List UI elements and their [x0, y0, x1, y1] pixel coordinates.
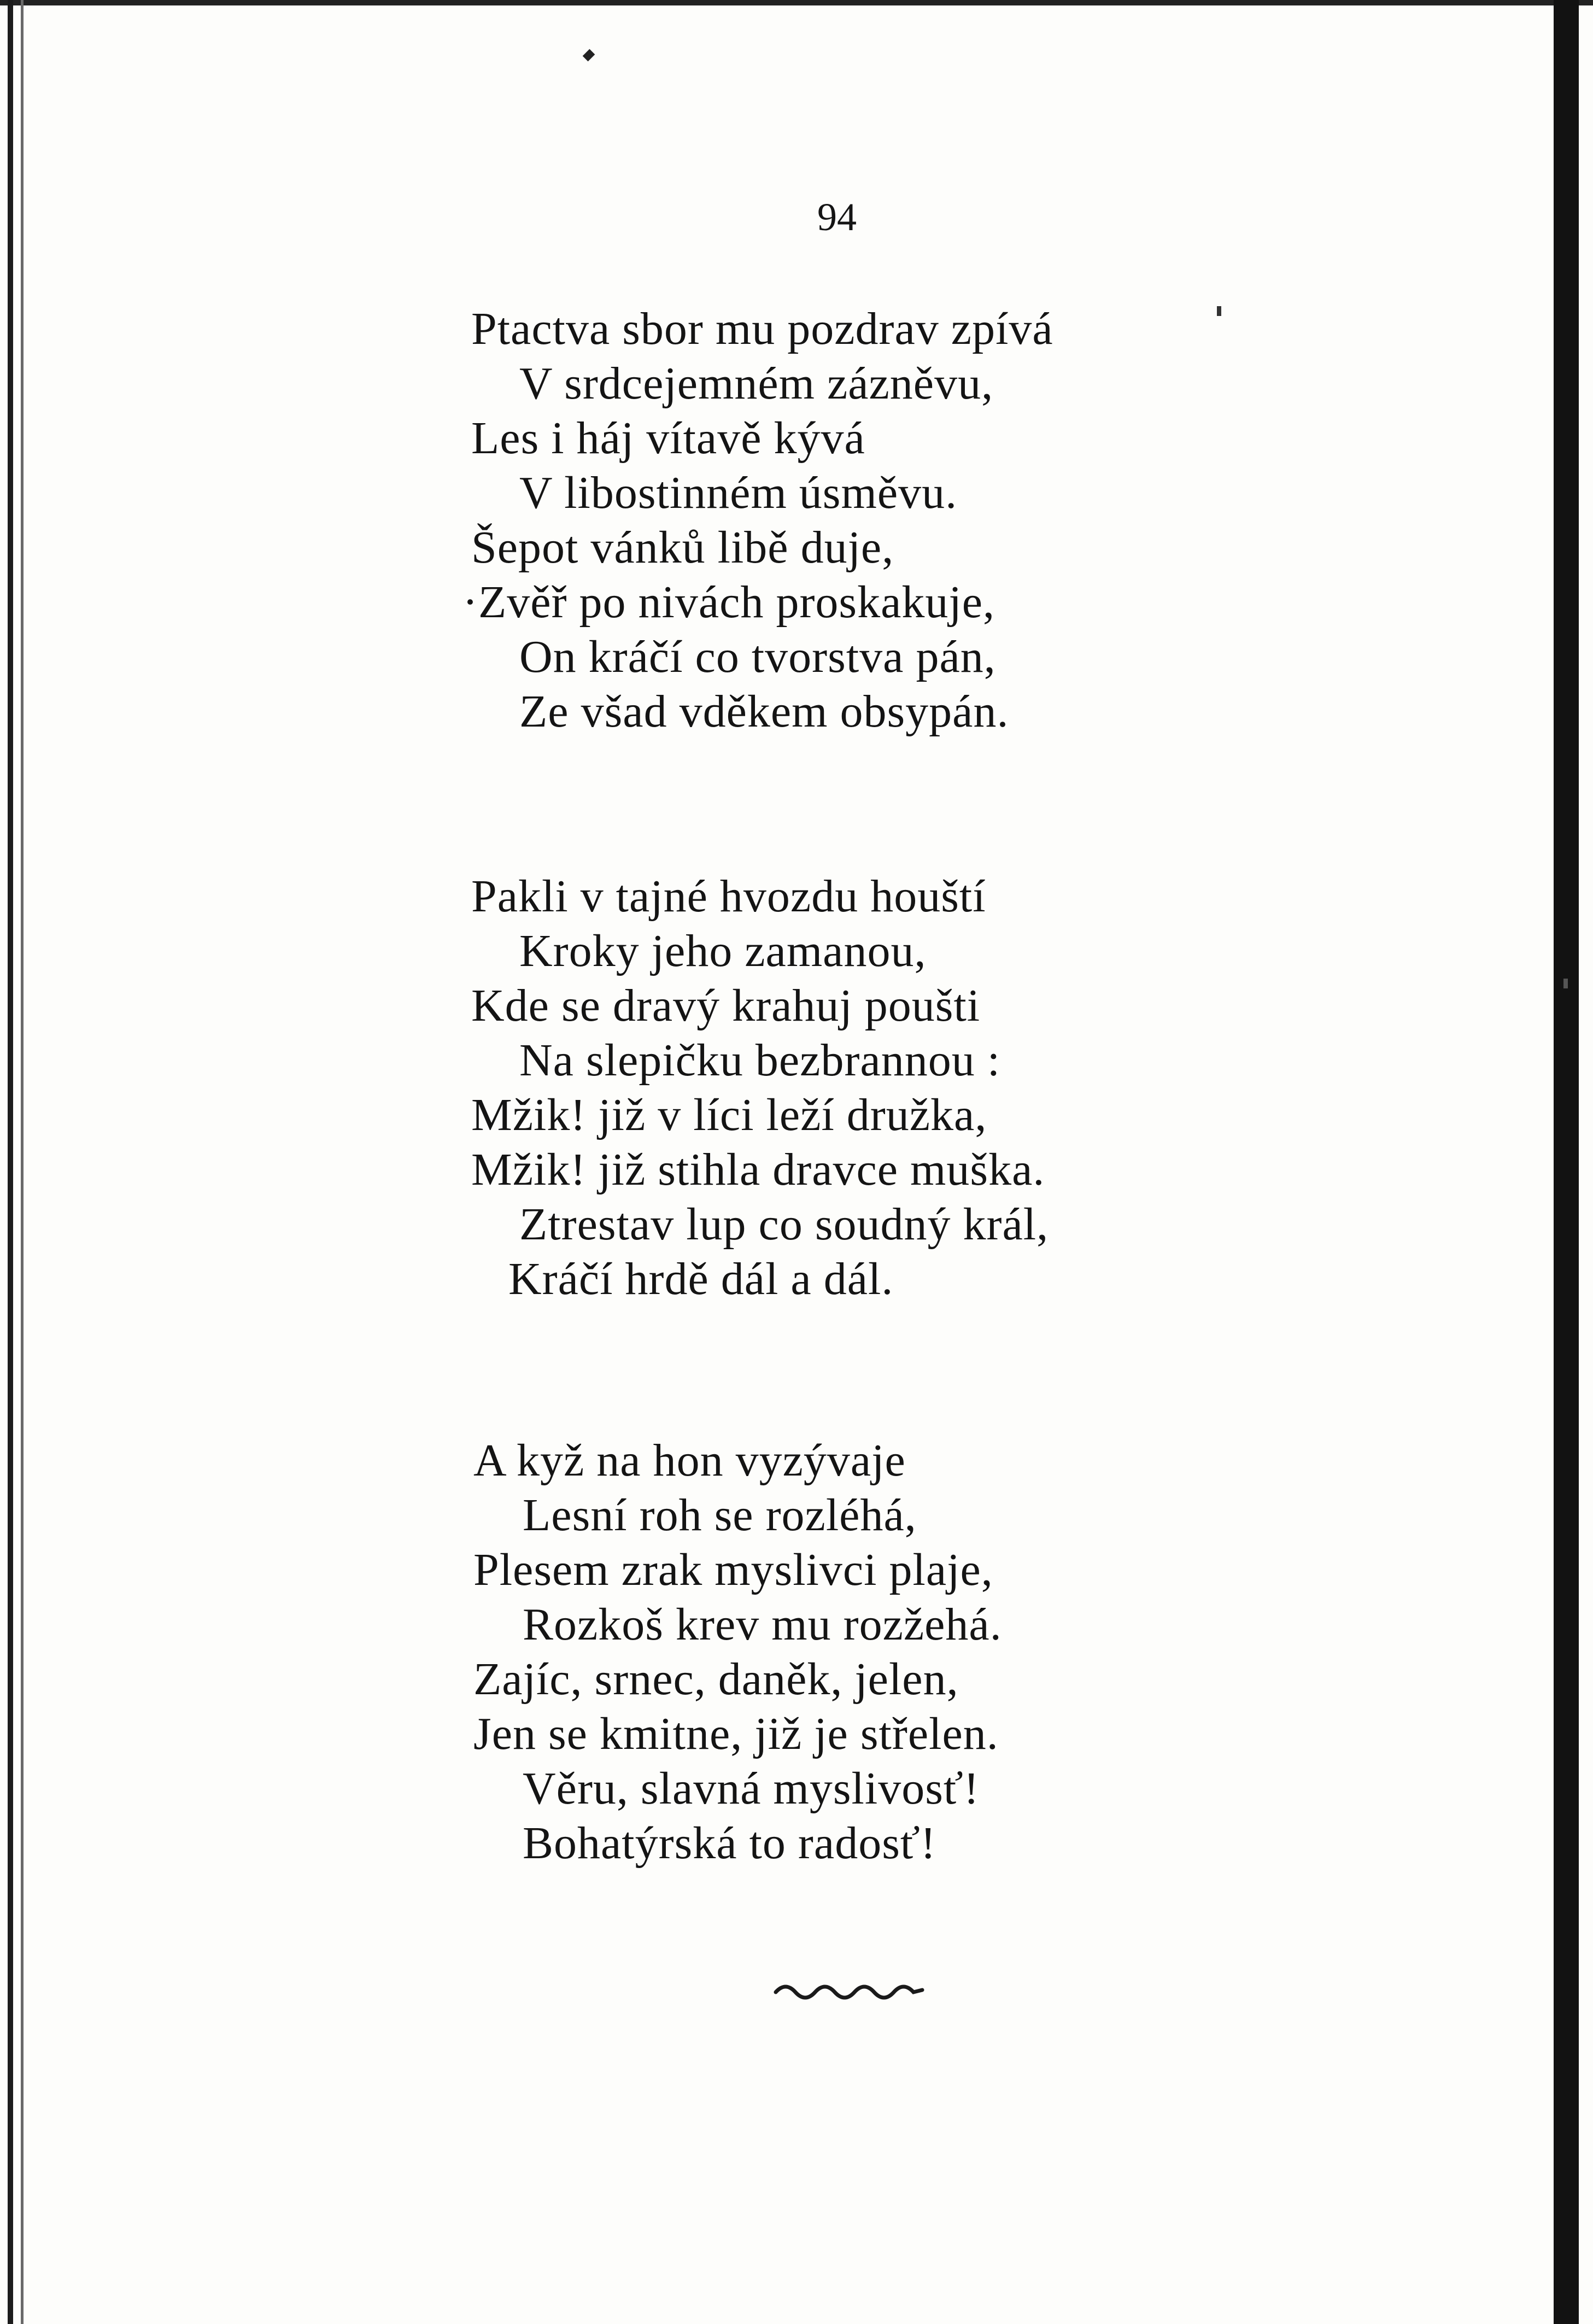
scan-speck [1563, 979, 1568, 988]
poem-line: Plesem zrak myslivci plaje, [473, 1544, 993, 1595]
poem-line: A kyž na hon vyzývaje [473, 1435, 906, 1486]
wave-ornament-icon [774, 1974, 927, 2006]
poem-line: Jen se kmitne, již je střelen. [473, 1708, 999, 1759]
poem-line: Věru, slavná myslivosť! [523, 1763, 980, 1814]
poem-line: Bohatýrská to radosť! [523, 1818, 936, 1869]
poem-line: Kráčí hrdě dál a dál. [508, 1254, 894, 1304]
poem-line: Mžik! již v líci leží družka, [471, 1090, 987, 1140]
poem-line: Pakli v tajné hvozdu houští [471, 871, 986, 922]
poem-line: Lesní roh se rozléhá, [523, 1490, 917, 1541]
page-number: 94 [817, 195, 857, 239]
ink-dot [583, 49, 595, 62]
poem-line: Mžik! již stihla dravce muška. [471, 1144, 1045, 1195]
poem-line: V libostinném úsměvu. [519, 467, 958, 518]
poem-line: Les i háj vítavě kývá [471, 413, 865, 464]
poem-line: Zajíc, srnec, daněk, jelen, [473, 1654, 959, 1705]
scan-border-left [8, 0, 13, 2324]
scan-border-right [1554, 0, 1579, 2324]
poem-line: Rozkoš krev mu rozžehá. [523, 1599, 1002, 1650]
poem-line: Ztrestav lup co soudný král, [519, 1199, 1049, 1250]
poem-line: Ptactva sbor mu pozdrav zpívá [471, 303, 1053, 354]
scan-border-top [0, 0, 1593, 5]
poem-line: ·Zvěř po nivách proskakuje, [462, 577, 995, 628]
poem-line: V srdcejemném zázněvu, [519, 358, 994, 409]
poem-line: Na slepičku bezbrannou : [519, 1035, 1001, 1086]
poem-line: Ze všad vděkem obsypán. [519, 686, 1009, 737]
poem-line: Kde se dravý krahuj poušti [471, 980, 981, 1031]
scan-speck [1217, 306, 1221, 316]
poem-line: Kroky jeho zamanou, [519, 926, 927, 976]
scan-border-left-inner [21, 0, 24, 2324]
poem-line: On kráčí co tvorstva pán, [519, 631, 996, 682]
poem-line: Šepot vánků libě duje, [471, 522, 894, 573]
